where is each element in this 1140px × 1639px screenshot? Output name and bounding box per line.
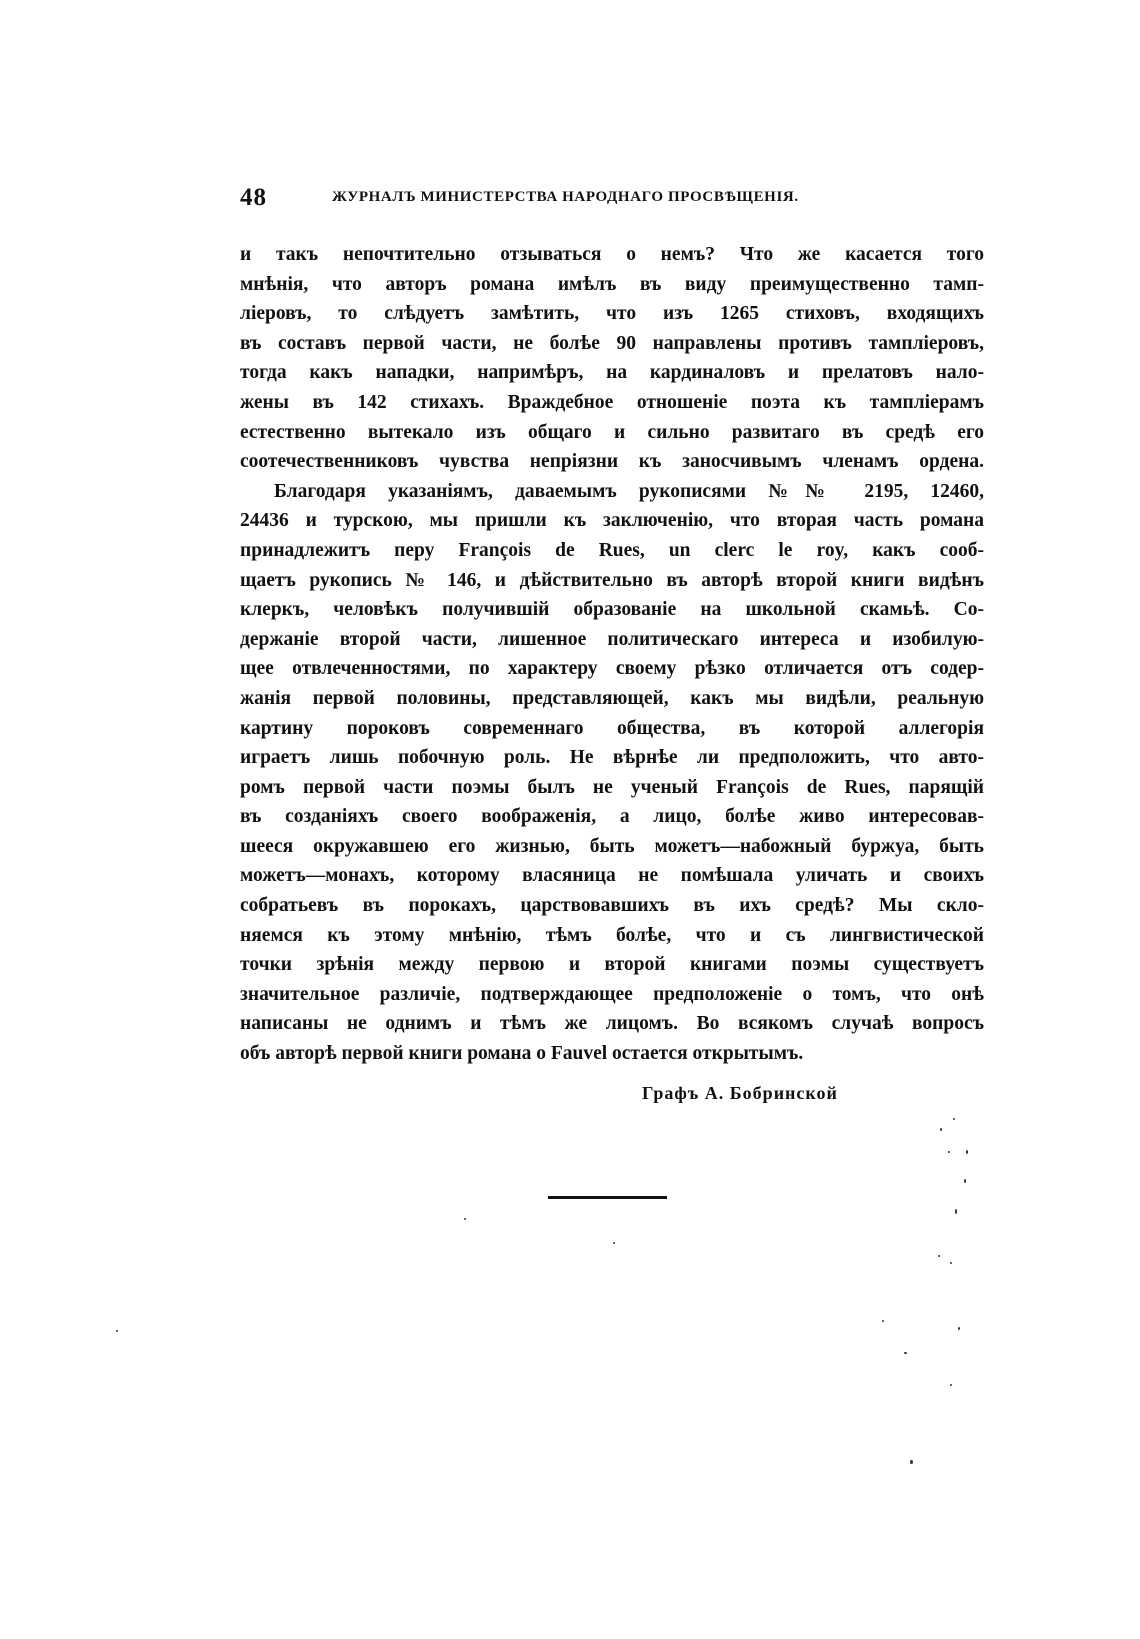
text-line: Благодаря указаніямъ, даваемымъ рукописями №№ 2195, 12460,: [274, 480, 984, 502]
text-line: клеркъ, человѣкъ получившій образованіе на школьной скамьѣ. Со-: [240, 599, 984, 621]
text-line: мнѣнія, что авторъ романа имѣлъ въ виду преимущественно тамп-: [240, 273, 984, 295]
text-line: няемся къ этому мнѣнію, тѣмъ болѣе, что и съ лингвистической: [240, 924, 984, 946]
scan-speck: [882, 1320, 884, 1322]
text-line: и такъ непочтительно отзываться о немъ? Что же касается того: [240, 244, 984, 265]
page-header: [240, 184, 888, 214]
author-signature: Графъ А. Бобринской: [642, 1083, 838, 1103]
text-line: соотечественниковъ чувства непріязни къ заносчивымъ членамъ ордена.: [240, 451, 984, 473]
body-text: [240, 240, 984, 1069]
text-line: тогда какъ нападки, напримѣръ, на кардиналовъ и прелатовъ нало-: [240, 362, 984, 384]
scan-speck: [116, 1330, 118, 1332]
text-line: въ созданіяхъ своего воображенія, а лицо, болѣе живо интересовав-: [240, 806, 984, 828]
scan-speck: [966, 1150, 968, 1154]
text-line: щее отвлеченностями, по характеру своему рѣзко отличается отъ содер-: [240, 658, 984, 680]
text-line: объ авторѣ первой книги романа о Fauvel остается открытымъ.: [240, 1043, 804, 1065]
text-line: 24436 и турскою, мы пришли къ заключенію, что вторая часть романа: [240, 510, 984, 532]
text-line: естественно вытекало изъ общаго и сильно развитаго въ средѣ его: [240, 421, 984, 443]
text-line: играетъ лишь побочную роль. Не вѣрнѣе ли предположить, что авто-: [240, 747, 984, 769]
text-line: щаетъ рукопись № 146, и дѣйствительно въ авторѣ второй книги видѣнъ: [240, 569, 984, 591]
text-line: жанія первой половины, представляющей, какъ мы видѣли, реальную: [240, 687, 984, 709]
text-line: принадлежитъ перу François de Rues, un clerc le roy, какъ сооб-: [240, 539, 984, 561]
text-line: точки зрѣнія между первою и второй книгами поэмы существуетъ: [240, 954, 984, 976]
text-line: значительное различіе, подтверждающее предположеніе о томъ, что онѣ: [240, 983, 984, 1005]
text-line: собратьевъ въ порокахъ, царствовавшихъ въ ихъ средѣ? Мы скло-: [240, 895, 984, 917]
scan-speck: [950, 1384, 952, 1386]
running-head: ЖУРНАЛЪ МИНИСТЕРСТВА НАРОДНАГО ПРОСВѢЩЕНІЯ.: [332, 189, 799, 205]
text-line: въ составъ первой части, не болѣе 90 направлены противъ тампліеровъ,: [240, 332, 984, 354]
scan-speck: [958, 1327, 960, 1330]
text-line: ромъ первой части поэмы былъ не ученый François de Rues, парящій: [240, 776, 984, 798]
text-line: картину пороковъ современнаго общества, въ которой аллегорія: [240, 717, 984, 739]
text-line: написаны не однимъ и тѣмъ же лицомъ. Во всякомъ случаѣ вопросъ: [240, 1013, 984, 1035]
scan-speck: [464, 1218, 466, 1220]
scan-speck: [950, 1262, 952, 1264]
text-line: держаніе второй части, лишенное политическаго интереса и изобилую-: [240, 628, 984, 650]
text-line: жены въ 142 стихахъ. Враждебное отношеніе поэта къ тампліерамъ: [240, 391, 984, 413]
scan-speck: [940, 1128, 942, 1131]
text-line: можетъ—монахъ, которому власяница не помѣшала уличать и своихъ: [240, 865, 984, 887]
scan-speck: [964, 1179, 966, 1183]
scan-speck: [910, 1460, 913, 1464]
scan-speck: [948, 1151, 950, 1153]
scan-speck: [904, 1352, 907, 1354]
text-line: шееся окружавшею его жизнью, быть можетъ—набожный буржуа, быть: [240, 835, 984, 857]
scan-speck: [955, 1209, 957, 1214]
closing-rule: [548, 1196, 667, 1199]
scan-speck: [613, 1242, 615, 1244]
scan-speck: [953, 1118, 955, 1120]
scan-speck: [938, 1255, 940, 1257]
text-line: ліеровъ, то слѣдуетъ замѣтить, что изъ 1265 стиховъ, входящихъ: [240, 303, 984, 325]
page-number: 48: [240, 184, 267, 211]
